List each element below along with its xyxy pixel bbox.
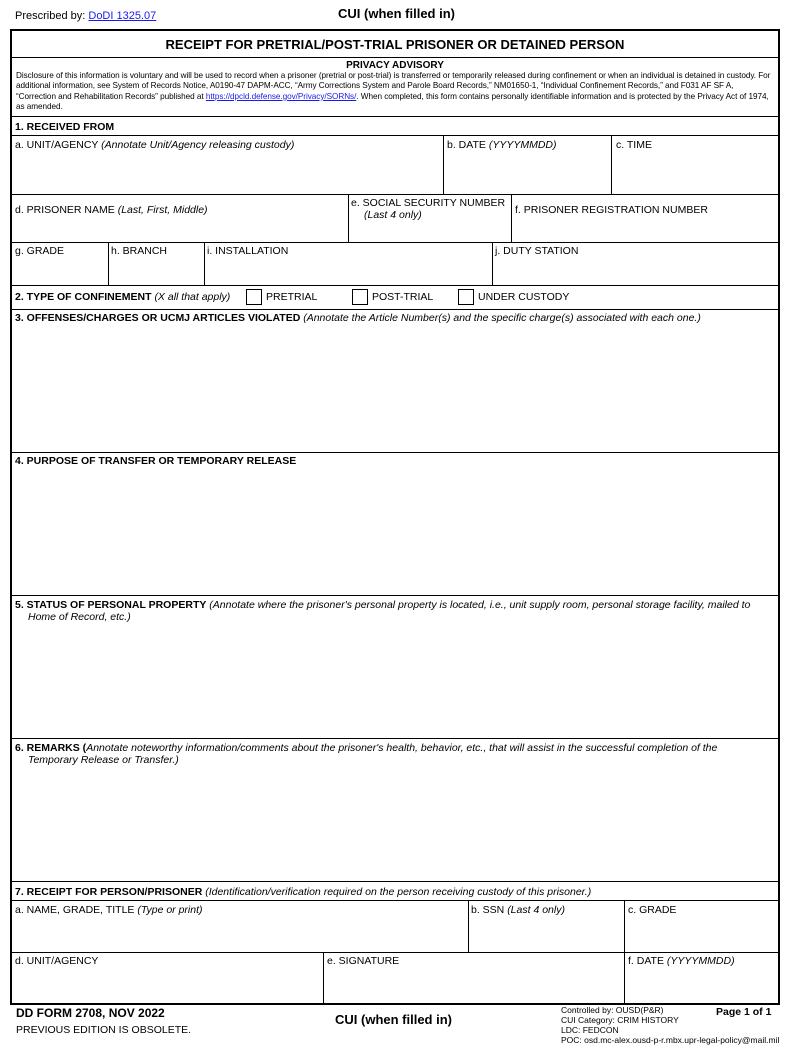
receipt-heading: 7. RECEIPT FOR PERSON/PRISONER (Identification/verification required on the person receiving custody of this prisoner.): [15, 886, 592, 898]
signature-field[interactable]: [324, 953, 624, 1005]
property-status-label: 5. STATUS OF PERSONAL PROPERTY (Annotate where the prisoner's personal property is located, i.e., unit supply room, personal storage facility, mailed to Home of Record, etc.): [15, 599, 751, 623]
pretrial-checkbox[interactable]: [246, 289, 262, 305]
unit-agency-field[interactable]: [12, 136, 443, 194]
grade-label: g. GRADE: [15, 245, 65, 257]
receiver-unit-field[interactable]: [12, 953, 323, 1005]
duty-station-field[interactable]: [493, 243, 780, 285]
receiver-name-field[interactable]: [12, 901, 468, 952]
confinement-type-label: 2. TYPE OF CONFINEMENT (X all that apply): [15, 291, 231, 303]
receiver-grade-field[interactable]: [625, 901, 780, 952]
signature-label: e. SIGNATURE: [327, 955, 400, 967]
under-custody-label: UNDER CUSTODY: [478, 291, 570, 303]
purpose-field[interactable]: [12, 468, 780, 595]
privacy-text-part1: Disclosure of this information is voluntary and will be used to record when a prisoner (pretrial or post-trial) is transferred or temporarily released during confinement or when an individual is detained in custody. For additional information, see System of Records Notice, A0190-47 DAPM-ACC, “Army Corrections System and Parole Board Records,” NM01650-1, “Individual Confinement Records,” and F031 AF SF A, “Correction and Rehabilitation Records” published at: [16, 71, 771, 101]
controlled-by: Controlled by: OUSD(P&R): [561, 1005, 664, 1015]
post-trial-label: POST-TRIAL: [372, 291, 434, 303]
sorns-link[interactable]: https://dpcld.defense.gov/Privacy/SORNs/: [205, 91, 357, 101]
previous-edition-note: PREVIOUS EDITION IS OBSOLETE.: [16, 1024, 192, 1036]
installation-field[interactable]: [205, 243, 492, 285]
grade-field[interactable]: [12, 243, 108, 285]
remarks-field[interactable]: [12, 768, 780, 881]
privacy-heading: PRIVACY ADVISORY: [346, 60, 444, 71]
receiver-ssn-field[interactable]: [469, 901, 624, 952]
prescribed-by-label: Prescribed by:: [15, 10, 86, 22]
receiver-name-label: a. NAME, GRADE, TITLE (Type or print): [15, 904, 203, 916]
form-body: [10, 29, 780, 1005]
receipt-date-label: f. DATE (YYYYMMDD): [628, 955, 735, 967]
form-number: DD FORM 2708, NOV 2022: [16, 1006, 165, 1020]
cui-category: CUI Category: CRIM HISTORY: [561, 1015, 679, 1025]
privacy-advisory: [12, 58, 778, 117]
divider: [12, 881, 778, 882]
property-status-field[interactable]: [12, 625, 780, 738]
ssn-label: e. SOCIAL SECURITY NUMBER (Last 4 only): [351, 197, 506, 221]
cui-banner-bottom: CUI (when filled in): [335, 1012, 452, 1027]
unit-agency-label: a. UNIT/AGENCY (Annotate Unit/Agency releasing custody): [15, 139, 295, 151]
registration-number-field[interactable]: [512, 195, 780, 242]
installation-label: i. INSTALLATION: [207, 245, 289, 257]
time-field[interactable]: [612, 136, 780, 194]
remarks-label: 6. REMARKS (Annotate noteworthy information/comments about the prisoner's health, behavior, etc., that will assist in the successful completion of the Temporary Release or Transfer.): [15, 742, 718, 766]
offenses-label: 3. OFFENSES/CHARGES OR UCMJ ARTICLES VIOLATED (Annotate the Article Number(s) and the specific charge(s) associated with each one.): [15, 312, 701, 324]
registration-number-label: f. PRISONER REGISTRATION NUMBER: [515, 204, 708, 216]
receiver-ssn-label: b. SSN (Last 4 only): [471, 904, 565, 916]
dodi-link[interactable]: DoDI 1325.07: [88, 10, 157, 22]
form-title: RECEIPT FOR PRETRIAL/POST-TRIAL PRISONER OR DETAINED PERSON: [12, 31, 778, 58]
pretrial-label: PRETRIAL: [266, 291, 318, 303]
prisoner-name-field[interactable]: [12, 195, 348, 242]
branch-field[interactable]: [109, 243, 204, 285]
post-trial-checkbox[interactable]: [352, 289, 368, 305]
cui-banner-top: CUI (when filled in): [338, 6, 455, 21]
date-field[interactable]: [444, 136, 611, 194]
receipt-date-field[interactable]: [625, 953, 780, 1005]
branch-label: h. BRANCH: [111, 245, 168, 257]
purpose-label: 4. PURPOSE OF TRANSFER OR TEMPORARY RELEASE: [15, 455, 297, 467]
divider: [12, 309, 778, 310]
offenses-field[interactable]: [12, 325, 780, 452]
prisoner-name-label: d. PRISONER NAME (Last, First, Middle): [15, 204, 208, 216]
time-label: c. TIME: [616, 139, 652, 151]
ssn-field[interactable]: [349, 195, 511, 242]
divider: [12, 738, 778, 739]
section1-heading: 1. RECEIVED FROM: [15, 121, 115, 133]
privacy-text-part2: . When completed, this form contains personally identifiable information and is protected by the Privacy Act of 1974, as amended.: [16, 91, 769, 112]
receiver-grade-label: c. GRADE: [628, 904, 677, 916]
divider: [12, 452, 778, 453]
poc: POC: osd.mc-alex.ousd-p-r.mbx.upr-legal-policy@mail.mil: [561, 1035, 780, 1045]
date-label: b. DATE (YYYYMMDD): [447, 139, 557, 151]
under-custody-checkbox[interactable]: [458, 289, 474, 305]
divider: [12, 595, 778, 596]
divider: [12, 285, 778, 286]
privacy-text: [16, 71, 774, 113]
ldc: LDC: FEDCON: [561, 1025, 619, 1035]
duty-station-label: j. DUTY STATION: [495, 245, 579, 257]
page-number: Page 1 of 1: [716, 1006, 772, 1018]
receiver-unit-label: d. UNIT/AGENCY: [15, 955, 99, 967]
